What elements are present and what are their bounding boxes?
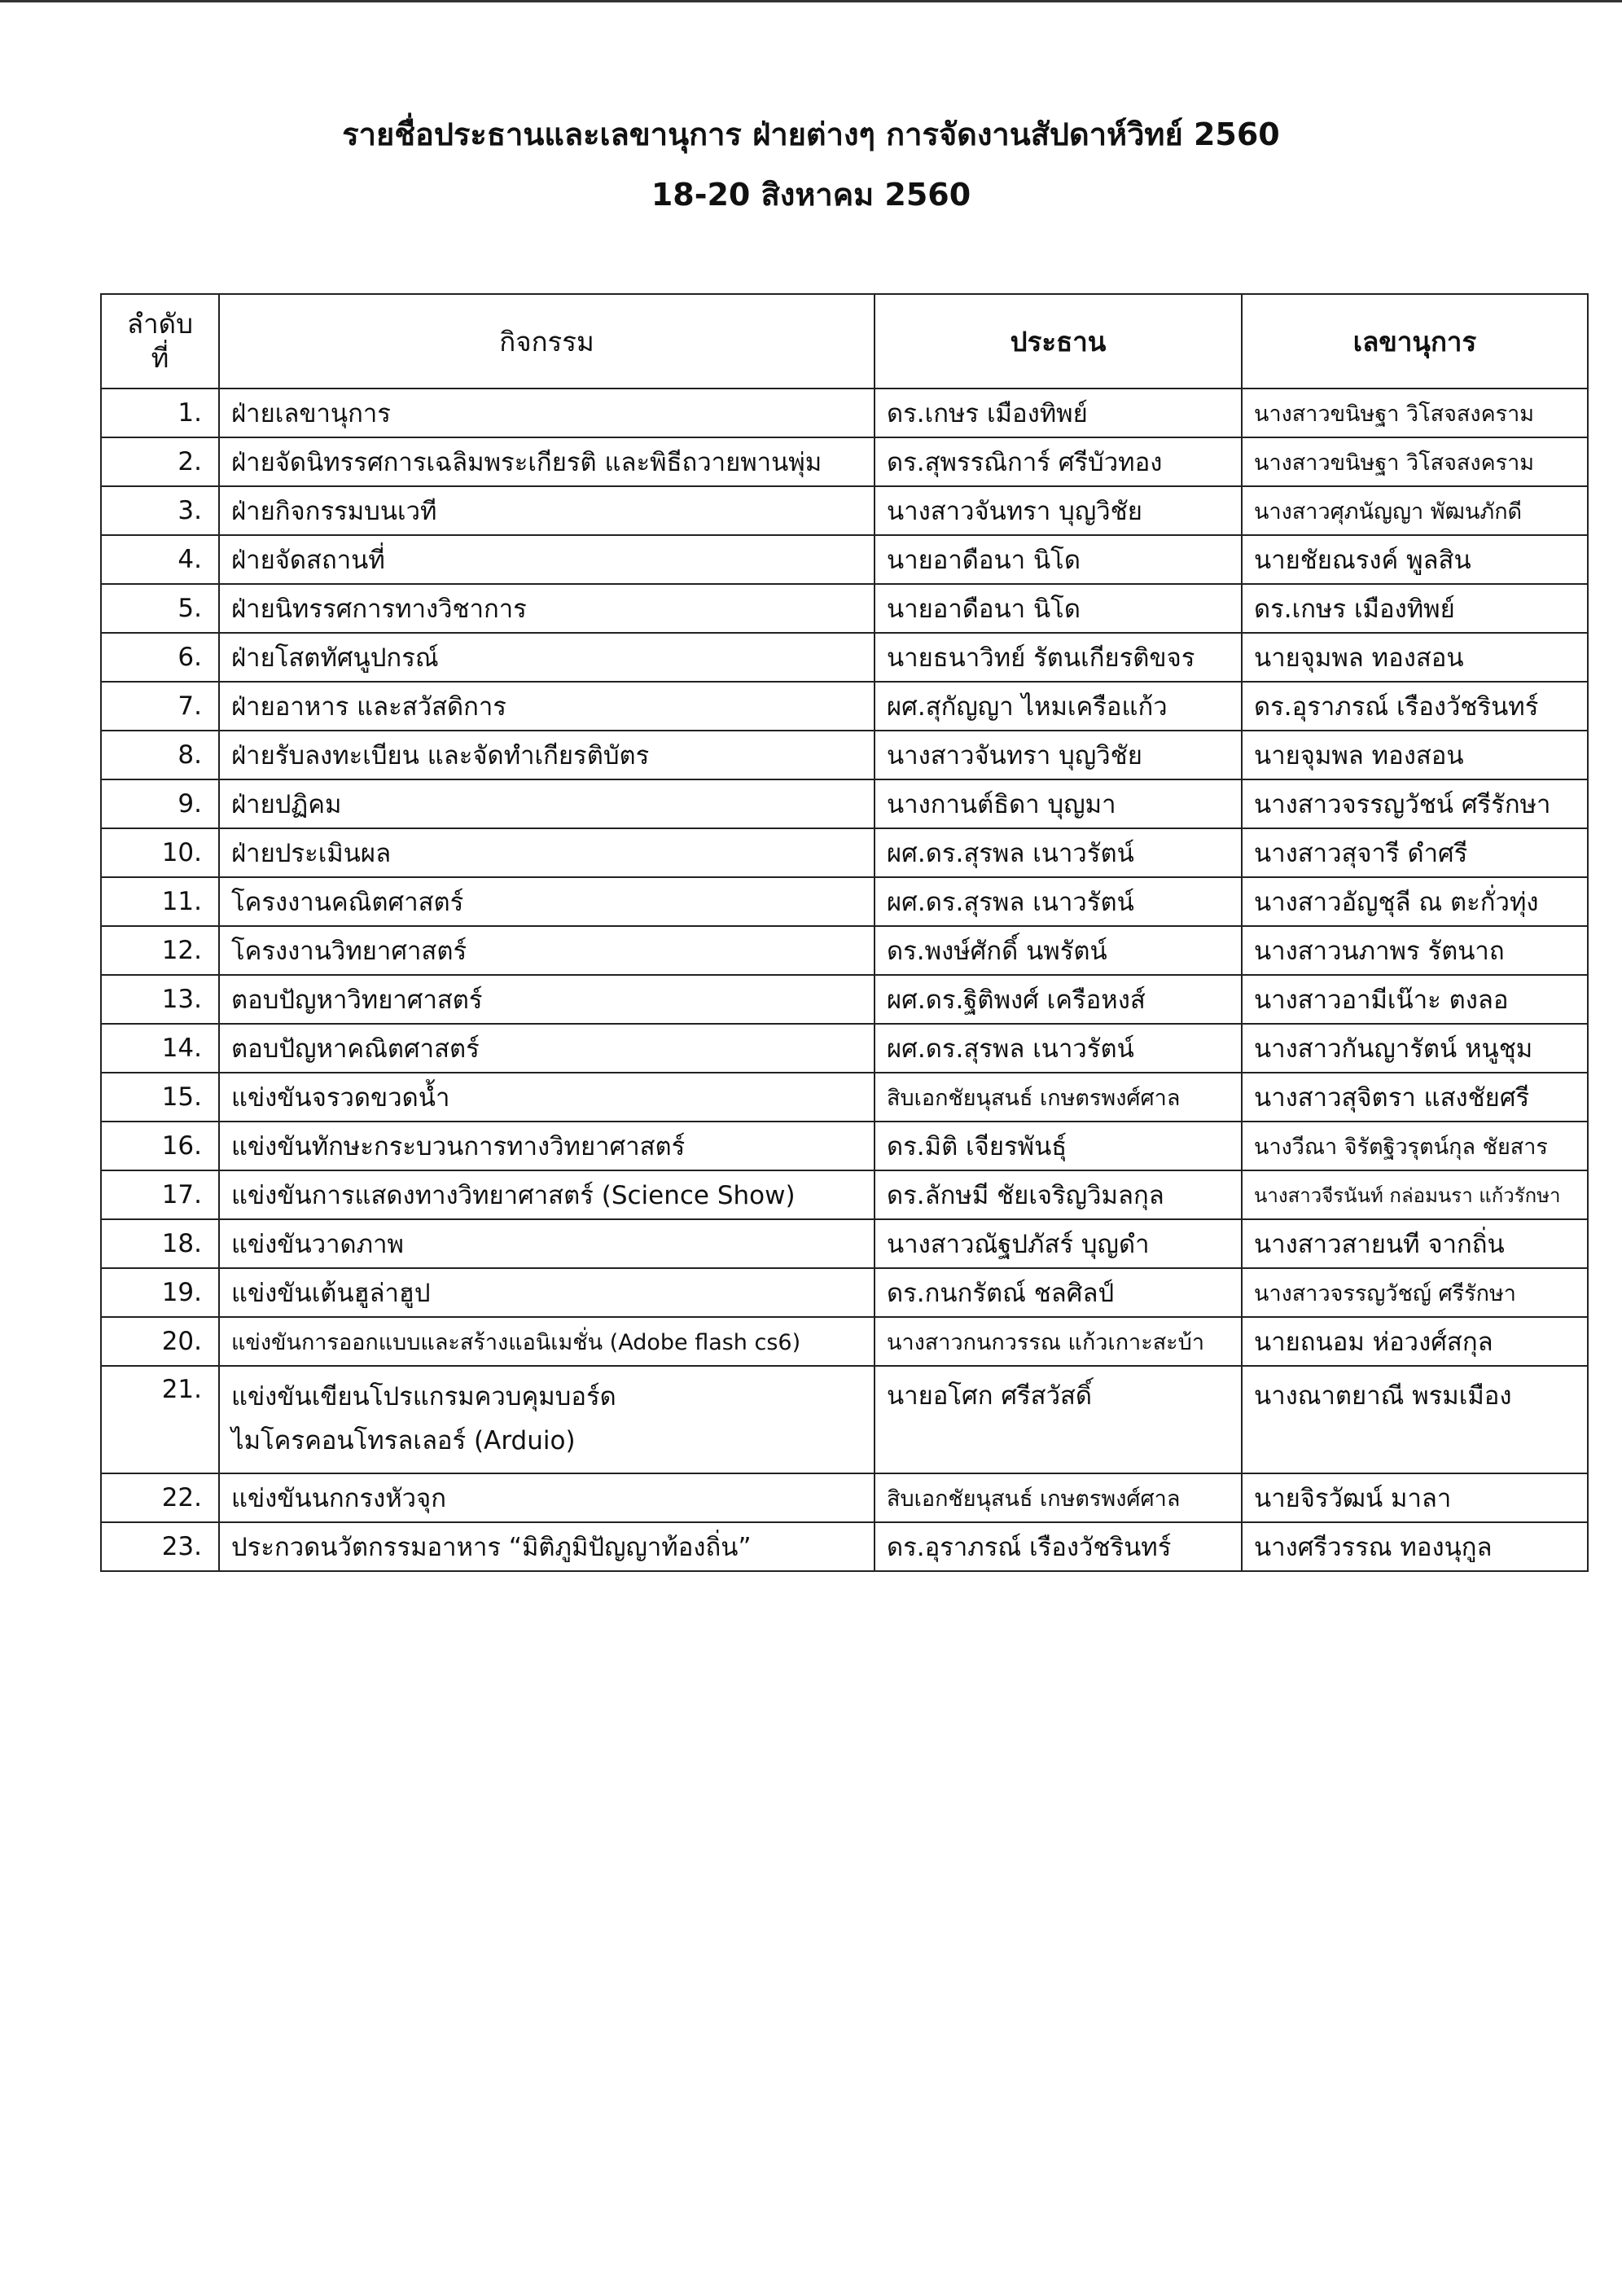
row-secretary: นางสาวสุจิตรา แสงชัยศรี [1242, 1073, 1588, 1122]
row-activity: โครงงานคณิตศาสตร์ [219, 877, 875, 926]
row-activity: ฝ่ายจัดนิทรรศการเฉลิมพระเกียรติ และพิธีถวายพานพุ่ม [219, 437, 875, 486]
row-chair: นายธนาวิทย์ รัตนเกียรติขจร [875, 633, 1242, 682]
row-secretary: นางสาวนภาพร รัตนาถ [1242, 926, 1588, 975]
row-no: 9. [101, 779, 219, 828]
table-row [101, 682, 1588, 731]
row-activity-line1: แข่งขันเขียนโปรแกรมควบคุมบอร์ด [231, 1382, 616, 1411]
row-chair: นางสาวจันทรา บุญวิชัย [875, 486, 1242, 535]
row-secretary: นายจุมพล ทองสอน [1242, 633, 1588, 682]
table-row [101, 389, 1588, 437]
row-chair: ดร.ลักษมี ชัยเจริญวิมลกุล [875, 1170, 1242, 1219]
row-secretary: นางสาวอัญชุลี ณ ตะกั่วทุ่ง [1242, 877, 1588, 926]
table-row [101, 1522, 1588, 1571]
row-no: 5. [101, 584, 219, 633]
header-activity: กิจกรรม [219, 294, 875, 389]
row-no: 14. [101, 1024, 219, 1073]
row-chair: นายอโศก ศรีสวัสดิ์ [875, 1366, 1242, 1473]
row-no: 20. [101, 1317, 219, 1366]
row-no: 1. [101, 389, 219, 437]
row-activity: ฝ่ายรับลงทะเบียน และจัดทำเกียรติบัตร [219, 731, 875, 779]
row-activity: แข่งขันวาดภาพ [219, 1219, 875, 1268]
row-chair: นางสาวจันทรา บุญวิชัย [875, 731, 1242, 779]
row-secretary: นางสาวขนิษฐา วิโสจสงคราม [1242, 389, 1588, 437]
header-no [101, 294, 219, 389]
table-row [101, 1317, 1588, 1366]
table-row [101, 975, 1588, 1024]
row-no: 6. [101, 633, 219, 682]
header-chair: ประธาน [875, 294, 1242, 389]
row-activity: แข่งขันเต้นฮูล่าฮูป [219, 1268, 875, 1317]
row-chair: สิบเอกชัยนุสนธ์ เกษตรพงศ์ศาล [875, 1473, 1242, 1522]
table-row [101, 1268, 1588, 1317]
row-no: 13. [101, 975, 219, 1024]
row-secretary: นางสาวสายนที จากถิ่น [1242, 1219, 1588, 1268]
row-chair: สิบเอกชัยนุสนธ์ เกษตรพงศ์ศาล [875, 1073, 1242, 1122]
table-row [101, 584, 1588, 633]
row-chair: ดร.มิติ เจียรพันธุ์ [875, 1122, 1242, 1170]
header-no-line1: ลำดับ [126, 308, 194, 340]
row-chair: ผศ.ดร.สุรพล เนาวรัตน์ [875, 828, 1242, 877]
row-no: 22. [101, 1473, 219, 1522]
row-secretary: ดร.เกษร เมืองทิพย์ [1242, 584, 1588, 633]
row-no: 19. [101, 1268, 219, 1317]
row-activity: ฝ่ายกิจกรรมบนเวที [219, 486, 875, 535]
row-chair: ผศ.ดร.สุรพล เนาวรัตน์ [875, 1024, 1242, 1073]
row-activity: แข่งขันการออกแบบและสร้างแอนิเมชั่น (Adobe flash cs6) [219, 1317, 875, 1366]
table-row [101, 731, 1588, 779]
table-row [101, 1170, 1588, 1219]
row-no: 12. [101, 926, 219, 975]
row-activity [219, 1366, 875, 1473]
row-no: 15. [101, 1073, 219, 1122]
row-no: 7. [101, 682, 219, 731]
row-no: 8. [101, 731, 219, 779]
row-activity: ฝ่ายจัดสถานที่ [219, 535, 875, 584]
row-secretary: นางวีณา จิรัตฐิวรุตน์กุล ชัยสาร [1242, 1122, 1588, 1170]
row-chair: ดร.กนกรัตณ์ ชลศิลป์ [875, 1268, 1242, 1317]
row-no: 17. [101, 1170, 219, 1219]
row-activity-line2: ไมโครคอนโทรลเลอร์ (Arduio) [231, 1426, 576, 1455]
row-no: 3. [101, 486, 219, 535]
row-secretary: นางสาวขนิษฐา วิโสจสงคราม [1242, 437, 1588, 486]
table-row [101, 926, 1588, 975]
table-row [101, 1073, 1588, 1122]
row-chair: ดร.สุพรรณิการ์ ศรีบัวทอง [875, 437, 1242, 486]
table-row [101, 535, 1588, 584]
row-chair: นางสาวกนกวรรณ แก้วเกาะสะบ้า [875, 1317, 1242, 1366]
row-secretary: นางสาวสุจารี ดำศรี [1242, 828, 1588, 877]
table-row [101, 1122, 1588, 1170]
row-no: 2. [101, 437, 219, 486]
row-secretary: นายชัยณรงค์ พูลสิน [1242, 535, 1588, 584]
row-activity: ตอบปัญหาคณิตศาสตร์ [219, 1024, 875, 1073]
row-secretary: นายจิรวัฒน์ มาลา [1242, 1473, 1588, 1522]
row-no: 16. [101, 1122, 219, 1170]
row-secretary: นางศรีวรรณ ทองนุกูล [1242, 1522, 1588, 1571]
row-chair: ผศ.ดร.สุรพล เนาวรัตน์ [875, 877, 1242, 926]
row-chair: นายอาดือนา นิโด [875, 535, 1242, 584]
row-activity: แข่งขันนกกรงหัวจุก [219, 1473, 875, 1522]
row-secretary: นางสาวจรรญวัชน์ ศรีรักษา [1242, 779, 1588, 828]
row-secretary: นางสาวจรรญวัชญ์ ศรีรักษา [1242, 1268, 1588, 1317]
row-activity: แข่งขันจรวดขวดน้ำ [219, 1073, 875, 1122]
row-chair: นายอาดือนา นิโด [875, 584, 1242, 633]
row-activity: ประกวดนวัตกรรมอาหาร “มิติภูมิปัญญาท้องถิ่น” [219, 1522, 875, 1571]
row-no: 11. [101, 877, 219, 926]
row-activity: ตอบปัญหาวิทยาศาสตร์ [219, 975, 875, 1024]
row-chair: นางกานต์ธิดา บุญมา [875, 779, 1242, 828]
row-activity: ฝ่ายโสตทัศนูปกรณ์ [219, 633, 875, 682]
row-secretary: นางสาวกันญารัตน์ หนูชุม [1242, 1024, 1588, 1073]
row-no: 18. [101, 1219, 219, 1268]
document-subtitle-date: 18-20 สิงหาคม 2560 [651, 177, 971, 213]
row-chair: ผศ.สุกัญญา ไหมเครือแก้ว [875, 682, 1242, 731]
table-row [101, 633, 1588, 682]
row-secretary: ดร.อุราภรณ์ เรืองวัชรินทร์ [1242, 682, 1588, 731]
row-secretary: นางสาวศุภนัญญา พัฒนภักดี [1242, 486, 1588, 535]
row-activity: โครงงานวิทยาศาสตร์ [219, 926, 875, 975]
header-no-line2: ที่ [151, 342, 169, 374]
row-no: 23. [101, 1522, 219, 1571]
row-no: 4. [101, 535, 219, 584]
row-activity: ฝ่ายอาหาร และสวัสดิการ [219, 682, 875, 731]
row-secretary: นางสาวจีรนันท์ กล่อมนรา แก้วรักษา [1242, 1170, 1588, 1219]
row-chair: ดร.พงษ์ศักดิ์ นพรัตน์ [875, 926, 1242, 975]
row-chair: นางสาวณัฐปภัสร์ บุญดำ [875, 1219, 1242, 1268]
row-secretary: นายจุมพล ทองสอน [1242, 731, 1588, 779]
row-activity: ฝ่ายปฏิคม [219, 779, 875, 828]
row-activity: ฝ่ายนิทรรศการทางวิชาการ [219, 584, 875, 633]
row-chair: ดร.อุราภรณ์ เรืองวัชรินทร์ [875, 1522, 1242, 1571]
table-row [101, 779, 1588, 828]
row-activity: แข่งขันการแสดงทางวิทยาศาสตร์ (Science Show) [219, 1170, 875, 1219]
row-no: 10. [101, 828, 219, 877]
row-secretary: นายถนอม ห่อวงศ์สกุล [1242, 1317, 1588, 1366]
table-row [101, 1219, 1588, 1268]
row-activity: แข่งขันทักษะกระบวนการทางวิทยาศาสตร์ [219, 1122, 875, 1170]
header-secretary: เลขานุการ [1242, 294, 1588, 389]
row-chair: ผศ.ดร.ฐิติพงศ์ เครือหงส์ [875, 975, 1242, 1024]
table-row [101, 437, 1588, 486]
table-header-row [101, 294, 1588, 389]
table-row [101, 828, 1588, 877]
committee-table [100, 293, 1589, 1572]
row-activity: ฝ่ายเลขานุการ [219, 389, 875, 437]
page-top-edge [0, 0, 1622, 2]
table-row [101, 1366, 1588, 1473]
row-no: 21. [101, 1366, 219, 1473]
row-chair: ดร.เกษร เมืองทิพย์ [875, 389, 1242, 437]
row-secretary: นางณาตยาณี พรมเมือง [1242, 1366, 1588, 1473]
table-row [101, 877, 1588, 926]
document-title: รายชื่อประธานและเลขานุการ ฝ่ายต่างๆ การจัดงานสัปดาห์วิทย์ 2560 [342, 116, 1280, 152]
row-activity: ฝ่ายประเมินผล [219, 828, 875, 877]
row-secretary: นางสาวอามีเน๊าะ ตงลอ [1242, 975, 1588, 1024]
table-row [101, 1473, 1588, 1522]
table-row [101, 1024, 1588, 1073]
table-row [101, 486, 1588, 535]
